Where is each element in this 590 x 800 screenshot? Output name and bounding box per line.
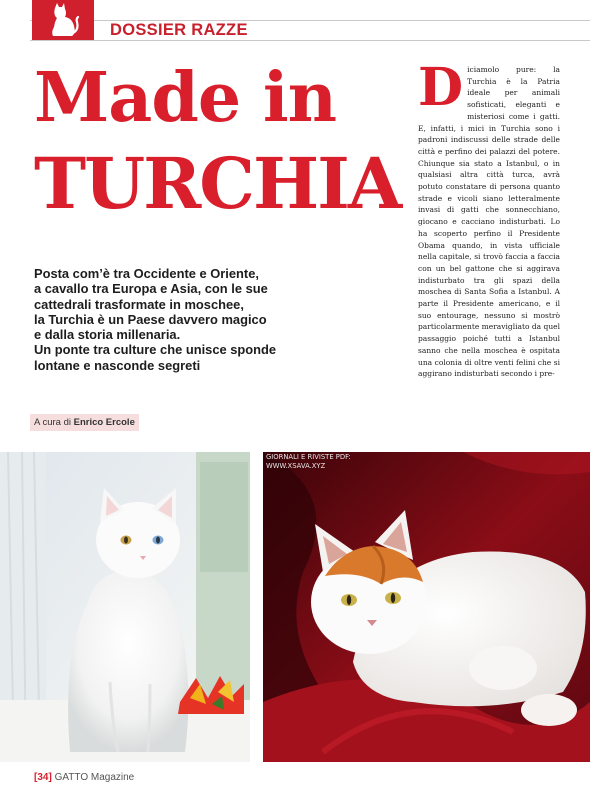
intro-line: e dalla storia millenaria.: [34, 327, 181, 343]
white-ginger-cat-photo: [263, 452, 590, 762]
photo-credit: [266, 453, 351, 470]
byline-author: Enrico Ercole: [73, 417, 135, 428]
section-badge: [32, 0, 94, 40]
photo-credit-line-2: WWW.XSAVA.XYZ: [266, 461, 326, 470]
photo-credit-line-1: GIORNALI E RIVISTE PDF:: [266, 453, 351, 461]
intro-line: Posta com’è tra Occidente e Oriente,: [34, 266, 259, 281]
drop-cap: D: [418, 57, 464, 118]
article-title-line-2: TURCHIA: [34, 142, 401, 225]
intro-line: lontane e nasconde segreti: [34, 357, 201, 373]
magazine-name: GATTO Magazine: [54, 772, 135, 783]
page-footer: [34, 772, 134, 783]
intro-line: la Turchia è un Paese davvero magico: [34, 311, 267, 327]
section-label: DOSSIER RAZZE: [110, 21, 248, 39]
byline: [30, 414, 139, 431]
byline-prefix: A cura di: [34, 417, 71, 428]
page-number: [34]: [34, 772, 52, 783]
intro-paragraph: [34, 266, 364, 373]
article-column: [418, 57, 561, 380]
intro-line: cattedrali trasformate in moschee,: [34, 296, 244, 312]
article-body: iciamolo pure: la Turchia è la Patria ideale per animali sofisticati, eleganti e misteriosi come i gatti. E, infatti, i mici in Turchia sono i padroni indiscussi delle strade delle città e perfino dei palazzi del potere. Chiunque sia stato a Istanbul, o in qualsiasi altra città turca, avrà potuto constatare di persona quanto strade e vicoli siano letteralmente invasi di gatti che sonnecchiano, giocano e cacciano indisturbati. Lo ha scoperto perfino il Presidente Obama quando, in vista ufficiale nella capitale, si trovò faccia a faccia con un bel gattone che si aggirava indisturbato tra gli spazi della moschea di Santa Sofia a Istanbul. A parte il Presidente americano, e il suo entourage, nessuno si mostrò particolarmente meravigliato da quel passaggio poiché tutti a Istanbul sanno che nella moschea è ospitata una colonia di oltre venti felini che si aggirano indisturbati secondo i pre-: [418, 65, 561, 379]
header-rule-bottom: [30, 40, 590, 41]
intro-line: Un ponte tra culture che unisce sponde: [34, 342, 277, 358]
cat-silhouette-icon: [46, 2, 80, 38]
article-title-line-1: Made in: [34, 58, 337, 138]
intro-line: a cavallo tra Europa e Asia, con le sue: [34, 281, 268, 297]
white-angora-cat-photo: [0, 452, 250, 762]
